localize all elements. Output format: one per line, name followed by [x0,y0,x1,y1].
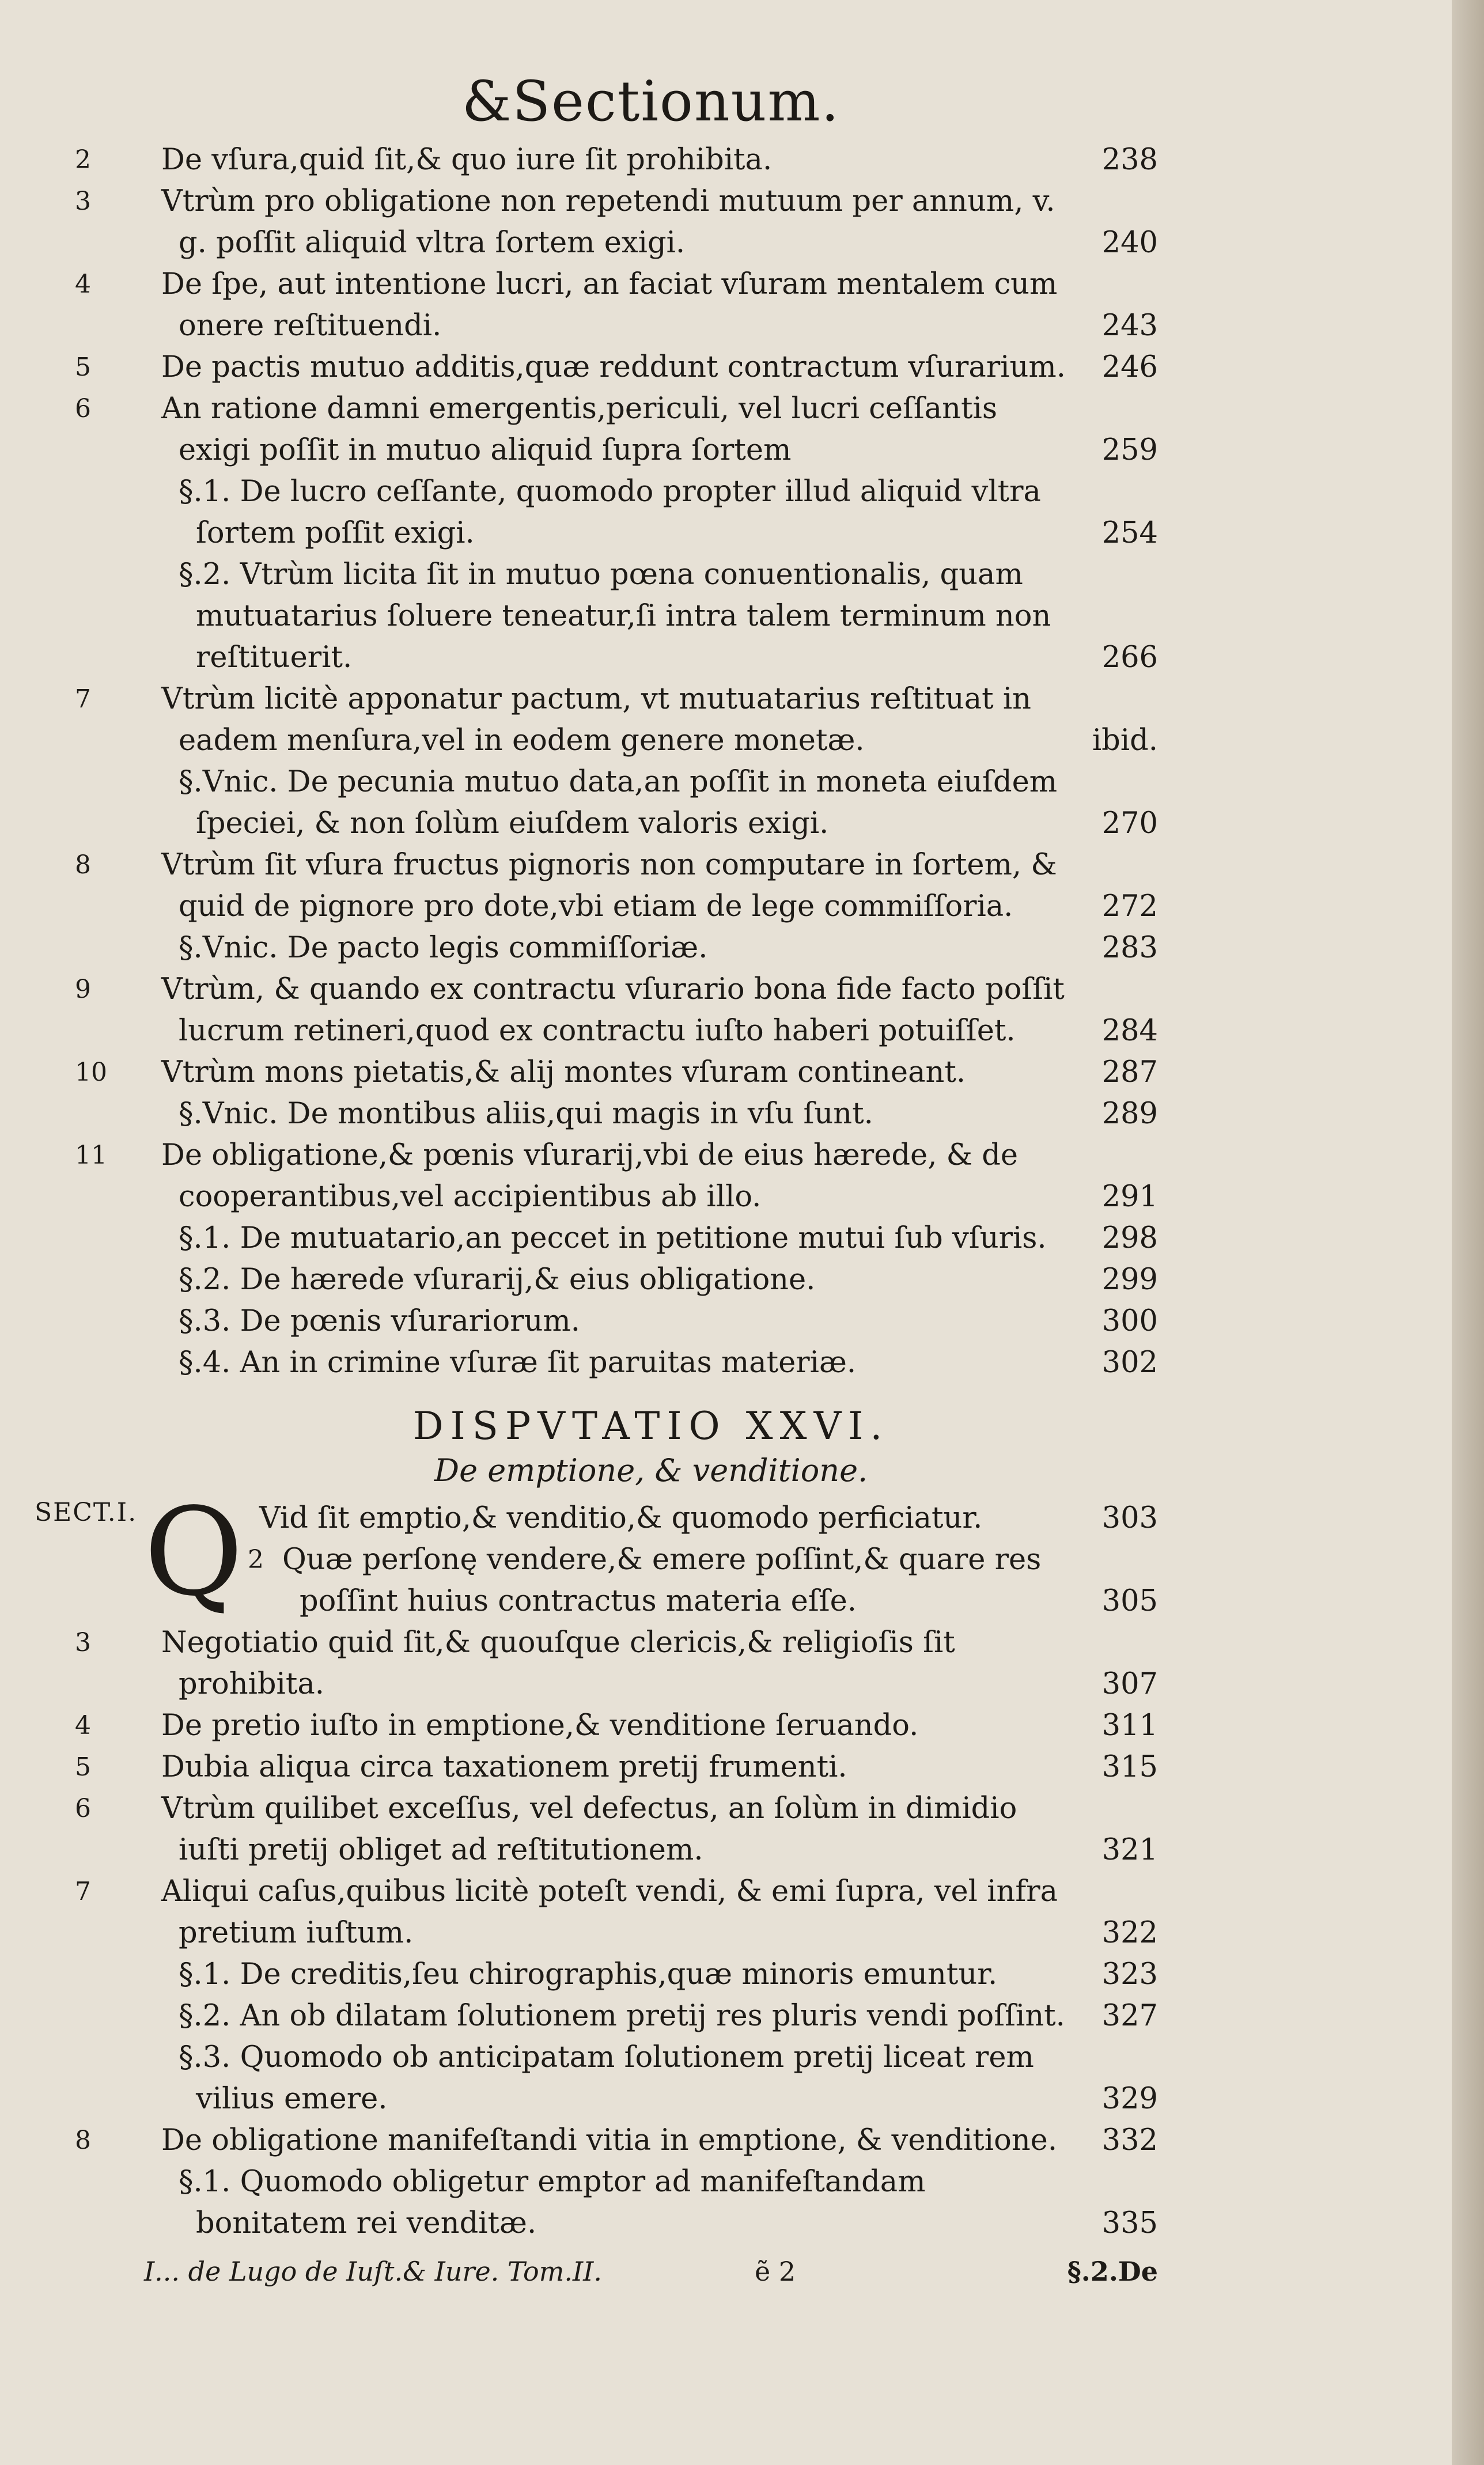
entry-number: 10 [75,1058,107,1087]
list-item [179,1301,1158,1342]
entry-number: 9 [75,975,91,1004]
page-footer [144,2256,1158,2296]
list-item [75,1052,1158,1093]
list-item [75,264,1158,347]
page-ref: 266 [1101,641,1158,675]
entry-number: 11 [75,1141,107,1170]
list-item [179,1342,1158,1384]
page-ref: 254 [1101,516,1158,550]
page-ref: 270 [1101,806,1158,840]
page-ref: 329 [1101,2082,1158,2116]
list-item [179,1996,1158,2037]
entry-number: 7 [75,684,91,714]
entry-text: Quæ perſonę vendere,& emere poſſint,& quare res poſſint huius contractus materia eſſe. [282,1543,1042,1618]
list-item [179,1954,1158,1996]
list-item [75,181,1158,264]
entry-text: §.1. De lucro ceſſante, quomodo propter illud aliquid vltra ſortem poſſit exigi. [179,475,1041,550]
entry-number: 3 [75,1628,91,1657]
list-item [75,679,1158,762]
page-ref: 307 [1101,1667,1158,1701]
page-ref: 298 [1101,1221,1158,1255]
page-ref: 283 [1101,931,1158,965]
entry-number: 3 [75,187,91,216]
page-ref: 284 [1101,1014,1158,1048]
page-ref: 332 [1101,2123,1158,2157]
list-item [179,927,1158,969]
entry-text: De pretio iuſto in emptione,& venditione ſeruando. [161,1709,919,1743]
entry-number: 4 [75,1711,91,1740]
list-item [179,1093,1158,1135]
entry-list-bottom [75,1622,1158,2244]
entry-number: 2 [75,145,91,175]
entry-text: §.4. An in crimine vſuræ ſit paruitas materiæ. [179,1346,857,1380]
page-ref: 322 [1101,1916,1158,1950]
page-ref: 289 [1101,1097,1158,1131]
page-ref: 259 [1101,433,1158,467]
list-item [179,762,1158,845]
entry-number: 4 [75,270,91,299]
entry-text: §.Vnic. De montibus aliis,qui magis in vſu ſunt. [179,1097,873,1131]
page-ref: 323 [1101,1957,1158,1991]
page-ref: 299 [1101,1263,1158,1297]
page-content [35,69,1158,2296]
page-ref: 305 [1101,1584,1158,1618]
entry-number: 2 [248,1545,264,1574]
list-item [179,1218,1158,1259]
entry-text: De obligatione,& pœnis vſurarij,vbi de eius hærede, & de cooperantibus,vel accipientibus ab illo. [161,1138,1019,1214]
list-item [259,1498,1158,1539]
entry-text: De pactis mutuo additis,quæ reddunt contractum vſurarium. [161,350,1066,384]
running-footer: I... de Lugo de Iuſt.& Iure. Tom.II. [144,2256,602,2287]
list-item [248,1539,1158,1622]
page-ref: ibid. [1092,724,1158,758]
page-ref: 335 [1101,2206,1158,2240]
page-ref: 291 [1101,1180,1158,1214]
list-item [75,1788,1158,1871]
entry-number: 6 [75,394,91,423]
entry-number: 8 [75,850,91,880]
section-one-block [35,1482,1158,1623]
page-ref: 300 [1101,1304,1158,1338]
entry-text: §.1. De creditis,ſeu chirographis,quæ minoris emuntur. [179,1957,998,1991]
list-item [179,471,1158,554]
entry-text: Vtrùm quilibet exceſſus, vel defectus, an ſolùm in dimidio iuſti pretij obliget ad reſtitutionem. [161,1792,1017,1867]
entry-number: 5 [75,353,91,382]
list-item [75,1705,1158,1747]
list-item [75,845,1158,927]
page-ref: 327 [1101,1999,1158,2033]
entry-text: Vtrùm licitè apponatur pactum, vt mutuatarius reſtituat in eadem menſura,vel in eodem genere monetæ. [161,682,1031,758]
list-item [179,554,1158,679]
page-ref: 303 [1101,1501,1158,1535]
list-item [75,1747,1158,1788]
entry-text: Negotiatio quid ſit,& quouſque clericis,& religioſis ſit prohibita. [161,1626,955,1701]
list-item [179,1259,1158,1301]
entry-text: Vid ſit emptio,& venditio,& quomodo perficiatur. [259,1501,983,1535]
page-ref: 246 [1101,350,1158,384]
entry-text: §.1. De mutuatario,an peccet in petitione mutui ſub vſuris. [179,1221,1047,1255]
list-item [75,2120,1158,2161]
list-item [75,1135,1158,1218]
disputatio-title: DISPVTATIO XXVI. [412,1404,889,1448]
disputatio-subtitle: De emptione, & venditione. [434,1452,868,1489]
entry-number: 5 [75,1752,91,1782]
page-ref: 243 [1101,309,1158,343]
page-edge [1452,0,1484,2465]
entry-text: Vtrùm mons pietatis,& alij montes vſuram contineant. [161,1055,966,1089]
entry-list-top [75,139,1158,1384]
page-ref: 287 [1101,1055,1158,1089]
catchword: §.2.De [1067,2256,1158,2287]
entry-text: De obligatione manifeſtandi vitia in emptione, & venditione. [161,2123,1058,2157]
entry-text: Aliqui caſus,quibus licitè poteſt vendi, & emi ſupra, vel infra pretium iuſtum. [161,1875,1058,1950]
section-label: SECT.I. [35,1498,138,1527]
entry-text: Dubia aliqua circa taxationem pretij frumenti. [161,1750,847,1784]
page-ref: 321 [1101,1833,1158,1867]
signature-mark: ẽ 2 [755,2256,796,2287]
page-ref: 240 [1101,226,1158,260]
page-ref: 238 [1101,143,1158,177]
drop-capital: Q [144,1482,244,1623]
list-item [75,347,1158,388]
list-item [179,2037,1158,2120]
list-item [179,2161,1158,2244]
entry-text: §.Vnic. De pacto legis commiſſoriæ. [179,931,708,965]
entry-text: An ratione damni emergentis,periculi, vel lucri ceſſantis exigi poſſit in mutuo aliquid ſupra ſortem [161,392,998,467]
entry-text: §.2. Vtrùm licita ſit in mutuo pœna conuentionalis, quam mutuatarius ſoluere teneatur,ſi intra talem terminum non reſtituerit. [179,558,1051,675]
entry-text: Vtrùm ſit vſura fructus pignoris non computare in ſortem, & quid de pignore pro dote,vbi etiam de lege commiſſoria. [161,848,1057,923]
entry-text: De vſura,quid ſit,& quo iure ſit prohibita. [161,143,773,177]
entry-text: §.2. An ob dilatam ſolutionem pretij res pluris vendi poſſint. [179,1999,1065,2033]
running-header: &Sectionum. [461,69,841,134]
page-ref: 272 [1101,889,1158,923]
entry-text: §.3. Quomodo ob anticipatam ſolutionem pretij liceat rem vilius emere. [179,2040,1034,2116]
entry-text: §.2. De hærede vſurarij,& eius obligatione. [179,1263,816,1297]
entry-text: §.3. De pœnis vſurariorum. [179,1304,580,1338]
page-ref: 311 [1101,1709,1158,1743]
page-ref: 315 [1101,1750,1158,1784]
list-item [75,139,1158,181]
entry-text: §.Vnic. De pecunia mutuo data,an poſſit in moneta eiuſdem ſpeciei, & non ſolùm eiuſdem valoris exigi. [179,765,1058,840]
entry-text: Vtrùm, & quando ex contractu vſurario bona fide facto poſſit lucrum retineri,quod ex contractu iuſto haberi potuiſſet. [161,972,1065,1048]
entry-text: De ſpe, aut intentione lucri, an faciat vſuram mentalem cum onere reſtituendi. [161,267,1058,343]
list-item [75,1871,1158,1954]
entry-number: 8 [75,2126,91,2155]
list-item [75,1622,1158,1705]
entry-text: §.1. Quomodo obligetur emptor ad manifeſtandam bonitatem rei venditæ. [179,2165,926,2240]
entry-text: Vtrùm pro obligatione non repetendi mutuum per annum, v. g. poſſit aliquid vltra ſortem exigi. [161,184,1055,260]
entry-number: 7 [75,1877,91,1906]
list-item [75,388,1158,471]
page-ref: 302 [1101,1346,1158,1380]
entry-number: 6 [75,1794,91,1823]
list-item [75,969,1158,1052]
